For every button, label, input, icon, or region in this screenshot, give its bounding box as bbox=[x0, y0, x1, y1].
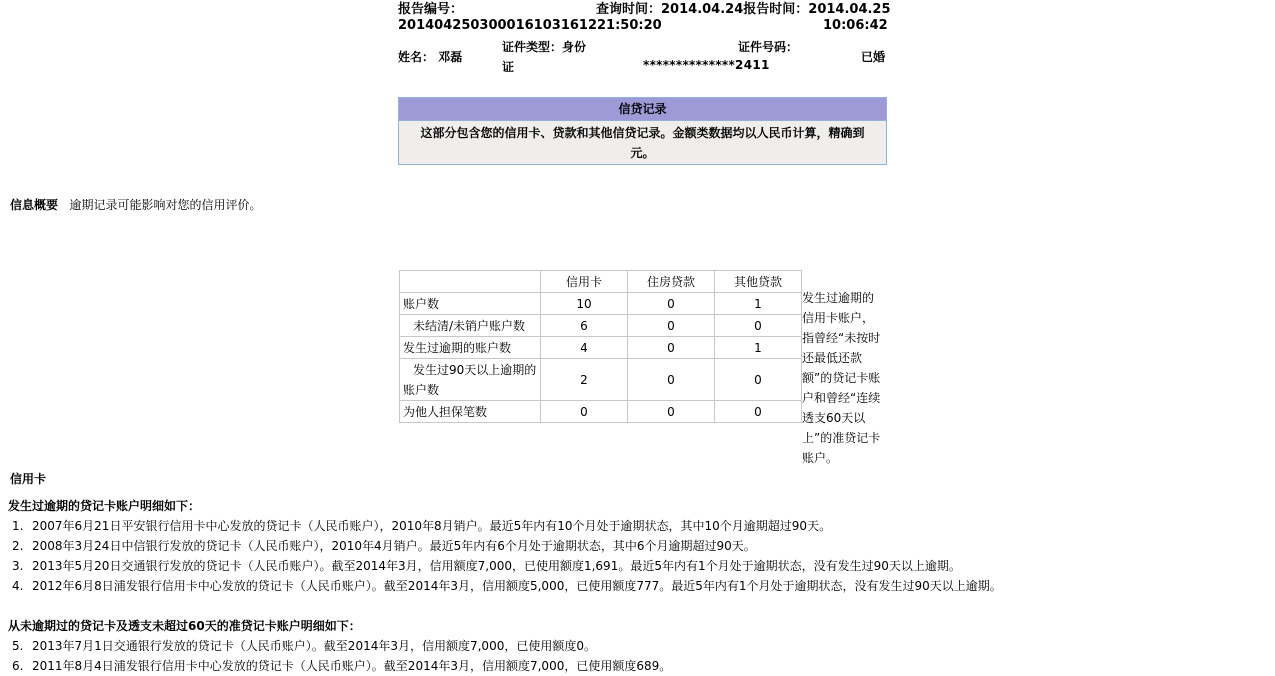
cell-value: 0 bbox=[715, 401, 802, 423]
list-item bbox=[12, 517, 831, 534]
report-time-clock: 10:06:42 bbox=[823, 18, 888, 33]
list-item-text: 2007年6月21日平安银行信用卡中心发放的贷记卡（人民币账户），2010年8月销户。最近5年内有10个月处于逾期状态，其中10个月逾期超过90天。 bbox=[32, 519, 832, 533]
summary-table bbox=[399, 270, 802, 423]
cell-value: 1 bbox=[715, 293, 802, 315]
report-time-label: 报告时间： bbox=[743, 2, 809, 17]
row-label-line2: 账户数 bbox=[403, 382, 440, 397]
list-item-index: 3. bbox=[12, 559, 24, 573]
list-item bbox=[12, 577, 1002, 594]
cell-value: 0 bbox=[715, 359, 802, 401]
list-item-text: 2012年6月8日浦发银行信用卡中心发放的贷记卡（人民币账户）。截至2014年3月，信用额度5,000，已使用额度777。最近5年内有1个月处于逾期状态，没有发生过90天以上逾期。 bbox=[32, 579, 1002, 593]
cell-value: 0 bbox=[715, 315, 802, 337]
list-item-index: 2. bbox=[12, 539, 24, 553]
list-item bbox=[12, 637, 596, 654]
summary-line bbox=[10, 196, 261, 213]
cell-value: 0 bbox=[628, 337, 715, 359]
cell-value: 0 bbox=[541, 401, 628, 423]
row-label: 账户数 bbox=[400, 293, 541, 315]
cell-value: 2 bbox=[541, 359, 628, 401]
marital-status: 已婚 bbox=[861, 50, 886, 64]
list-item-text: 2008年3月24日中信银行发放的贷记卡（人民币账户），2010年4月销户。最近5年内有6个月处于逾期状态，其中6个月逾期超过90天。 bbox=[32, 539, 756, 553]
summary-text: 逾期记录可能影响对您的信用评价。 bbox=[69, 198, 262, 212]
row-label bbox=[400, 359, 541, 401]
list-item-text: 2013年5月20日交通银行发放的贷记卡（人民币账户）。截至2014年3月，信用额度7,000，已使用额度1,691。最近5年内有1个月处于逾期状态，没有发生过90天以上逾期。 bbox=[32, 559, 961, 573]
id-no-value: **************2411 bbox=[643, 58, 770, 72]
cell-value: 0 bbox=[628, 401, 715, 423]
cell-value: 1 bbox=[715, 337, 802, 359]
table-row bbox=[400, 315, 802, 337]
credit-record-box bbox=[398, 97, 887, 165]
overdue-note: 发生过逾期的信用卡账户，指曾经“未按时还最低还款额”的贷记卡账户和曾经“连续透支60天以上”的准贷记卡账户。 bbox=[802, 291, 881, 465]
table-header-housing-loan: 住房贷款 bbox=[628, 271, 715, 293]
list-item bbox=[12, 657, 671, 674]
id-type-label: 证件类型：身份 bbox=[502, 40, 587, 54]
table-header-other-loan: 其他贷款 bbox=[715, 271, 802, 293]
overdue-detail-title: 发生过逾期的贷记卡账户明细如下： bbox=[8, 499, 201, 513]
list-item-text: 2013年7月1日交通银行发放的贷记卡（人民币账户）。截至2014年3月，信用额度7,000，已使用额度0。 bbox=[32, 639, 596, 653]
query-time bbox=[596, 0, 891, 17]
list-item-index: 1. bbox=[12, 519, 24, 533]
id-no-label: 证件号码： bbox=[738, 40, 799, 54]
row-label-line1: 发生过90天以上逾期的 bbox=[413, 362, 537, 377]
no-overdue-detail-title: 从未逾期过的贷记卡及透支未超过60天的准贷记卡账户明细如下： bbox=[8, 619, 361, 633]
row-label: 为他人担保笔数 bbox=[400, 401, 541, 423]
table-header-credit-card: 信用卡 bbox=[541, 271, 628, 293]
query-time-clock: 21:50:20 bbox=[597, 18, 662, 33]
table-row bbox=[400, 401, 802, 423]
id-type-suffix: 证 bbox=[502, 60, 515, 74]
name-field bbox=[398, 48, 462, 65]
table-row bbox=[400, 337, 802, 359]
list-item-text: 2011年8月4日浦发银行信用卡中心发放的贷记卡（人民币账户）。截至2014年3月，信用额度7,000，已使用额度689。 bbox=[32, 659, 672, 673]
summary-label: 信息概要 bbox=[10, 198, 59, 212]
cell-value: 0 bbox=[628, 315, 715, 337]
table-row bbox=[400, 293, 802, 315]
cell-value: 0 bbox=[628, 293, 715, 315]
list-item-index: 5. bbox=[12, 639, 24, 653]
cell-value: 0 bbox=[628, 359, 715, 401]
table-header-row bbox=[400, 271, 802, 293]
report-no-value: 2014042503000161031612 bbox=[398, 18, 597, 33]
table-header-blank bbox=[400, 271, 541, 293]
row-label: 发生过逾期的账户数 bbox=[400, 337, 541, 359]
name-value: 邓磊 bbox=[438, 50, 463, 64]
credit-record-title: 信贷记录 bbox=[399, 98, 886, 121]
name-label: 姓名： bbox=[398, 50, 435, 64]
report-no-line bbox=[398, 18, 662, 33]
query-time-date: 2014.04.24 bbox=[661, 2, 744, 17]
cell-value: 6 bbox=[541, 315, 628, 337]
list-item bbox=[12, 557, 961, 574]
list-item bbox=[12, 537, 756, 554]
list-item-index: 4. bbox=[12, 579, 24, 593]
credit-record-desc bbox=[399, 121, 886, 164]
credit-record-desc-line2: 元。 bbox=[630, 146, 655, 160]
credit-record-desc-line1: 这部分包含您的信用卡、贷款和其他信贷记录。金额类数据均以人民币计算，精确到 bbox=[420, 126, 865, 140]
credit-card-title: 信用卡 bbox=[10, 472, 47, 486]
report-no-label: 报告编号： bbox=[398, 2, 464, 17]
cell-value: 4 bbox=[541, 337, 628, 359]
report-time-date: 2014.04.25 bbox=[808, 2, 891, 17]
query-time-label: 查询时间： bbox=[596, 2, 662, 17]
cell-value: 10 bbox=[541, 293, 628, 315]
list-item-index: 6. bbox=[12, 659, 24, 673]
row-label: 未结清/未销户账户数 bbox=[400, 315, 541, 337]
table-row bbox=[400, 359, 802, 401]
